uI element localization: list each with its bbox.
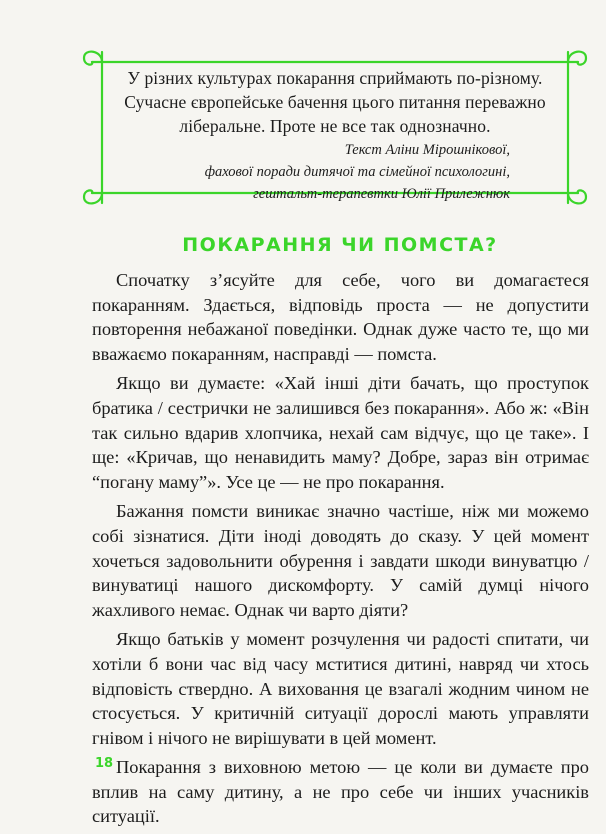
intro-line: Сучасне європейське бачення цього питання переважно	[124, 92, 546, 112]
paragraph: Якщо батьків у момент розчулення чи радості спитати, чи хотіли б вони час від часу мститися дитині, навряд чи хтось відповість ствердно. А виховання це взагалі жодним чином не стосується. У критичній ситуації дорослі мають управляти гнівом і нічого не вирішувати в цей момент.	[92, 629, 589, 748]
intro-line: У різних культурах покарання сприймають по-різному.	[127, 68, 543, 88]
paragraph: Якщо ви думаєте: «Хай інші діти бачать, що проступок братика / сестрички не залишився без покарання». Або ж: «Він так сильно вдарив хлопчика, нехай сам відчує, що це таке». І ще: «Кричав, що ненавидить маму? Добре, зараз він отримає “погану маму”». Усе це — не про покарання.	[92, 373, 589, 492]
page-number: 18	[95, 756, 114, 771]
paragraph: Бажання помсти виникає значно частіше, ніж ми можемо собі зізнатися. Діти іноді доводять до сказу. У цей момент хочеться задовольнити обурення і завдати шкоди винуватцю / винуватиці нашого дискомфорту. У самій думці нічого жахливого немає. Однак чи варто діяти?	[92, 501, 589, 620]
paragraph: Покарання з виховною метою — це коли ви думаєте про вплив на саму дитину, а не про себе чи інших учасників ситуації.	[92, 757, 589, 827]
credit-line: гештальт-терапевтки Юлії Прилежнюк	[253, 186, 510, 202]
article-body	[92, 268, 589, 834]
paragraph: Спочатку з’ясуйте для себе, чого ви домагаєтеся покаранням. Здається, відповідь проста — не допустити повторення небажаної поведінки. Однак дуже часто те, що ми вважаємо покаранням, насправді — помста.	[92, 270, 589, 364]
credit-line: Текст Аліни Мірошнікової,	[344, 142, 510, 158]
section-heading: ПОКАРАННЯ ЧИ ПОМСТА?	[182, 234, 498, 256]
intro-box	[100, 66, 570, 205]
credits	[100, 139, 570, 205]
intro-line: ліберальне. Проте не все так однозначно.	[179, 116, 491, 136]
credit-line: фахової поради дитячої та сімейної психологині,	[204, 164, 510, 180]
